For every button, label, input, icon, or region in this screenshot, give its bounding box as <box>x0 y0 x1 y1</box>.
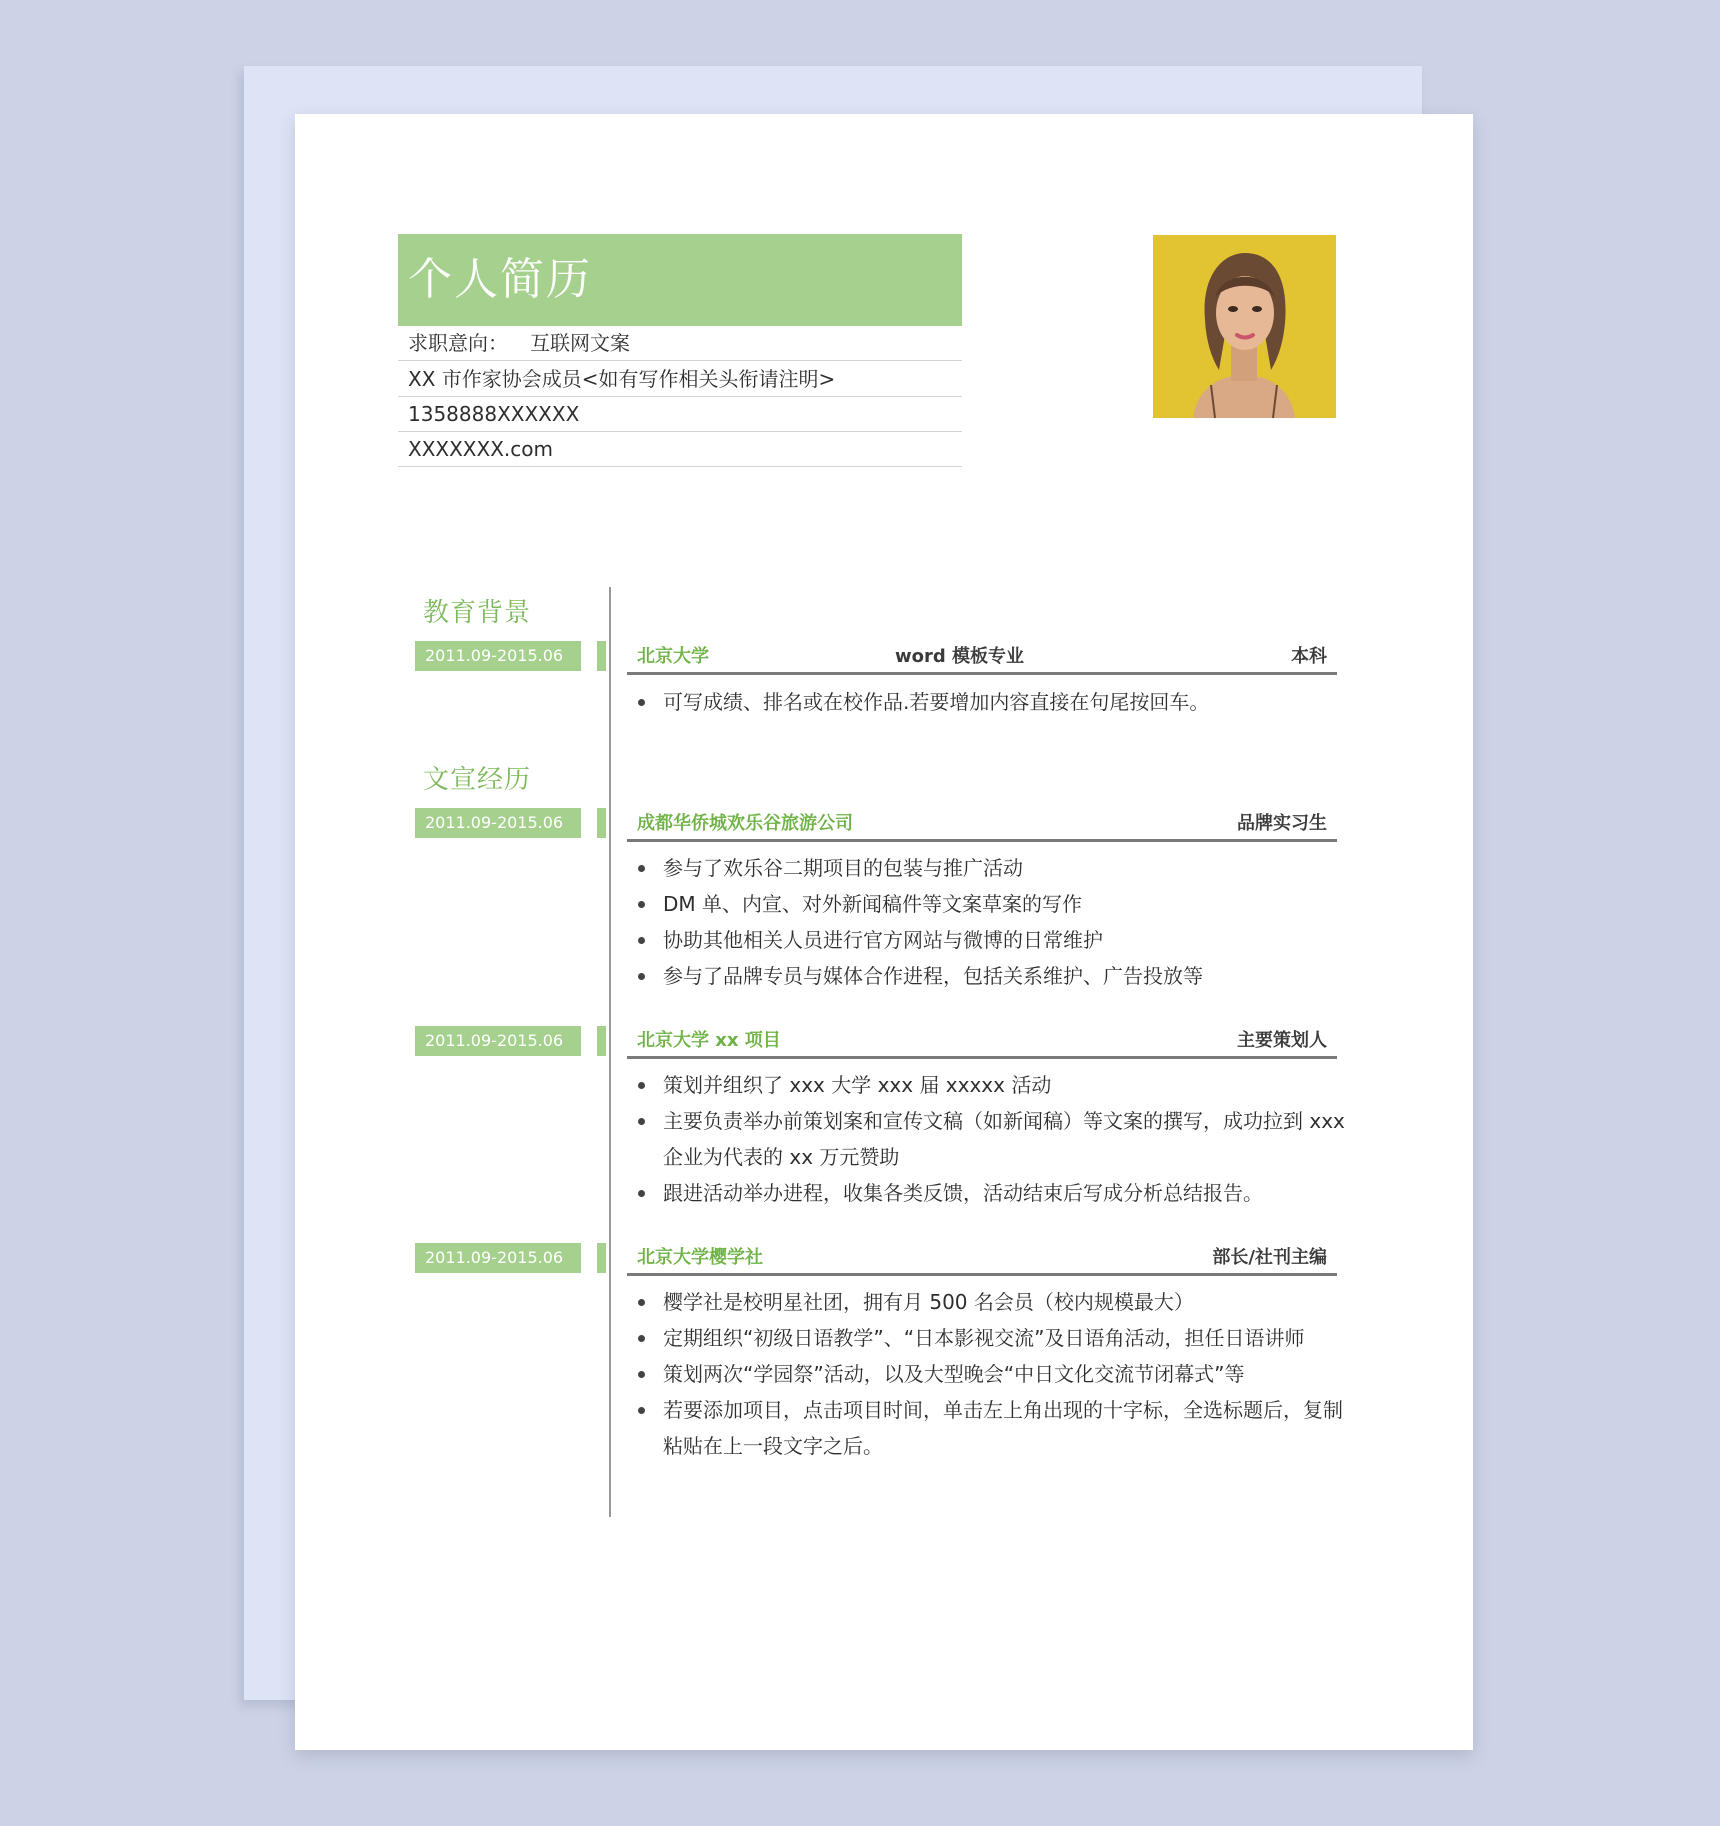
association-text: XX 市作家协会成员<如有写作相关头衔请注明> <box>408 367 836 391</box>
education-bullets <box>633 684 1353 720</box>
organization-name: 北京大学樱学社 <box>637 1247 763 1268</box>
role-name: 品牌实习生 <box>1237 813 1327 834</box>
job-intent-row <box>398 326 962 361</box>
phone-row <box>398 397 962 432</box>
resume-title: 个人简历 <box>408 254 592 305</box>
timeline-marker <box>597 1026 606 1056</box>
list-item: DM 单、内宣、对外新闻稿件等文案草案的写作 <box>633 886 1353 922</box>
association-row <box>398 362 962 397</box>
experience-date: 2011.09-2015.06 <box>415 808 581 838</box>
experience-header <box>627 809 1337 842</box>
list-item: 跟进活动举办进程，收集各类反馈，活动结束后写成分析总结报告。 <box>633 1175 1353 1211</box>
experience-bullets <box>633 1284 1353 1464</box>
resume-page <box>295 114 1473 1750</box>
experience-bullets <box>633 850 1353 994</box>
title-banner <box>398 234 962 326</box>
experience-date: 2011.09-2015.06 <box>415 1243 581 1273</box>
experience-header <box>627 1243 1337 1276</box>
experience-date: 2011.09-2015.06 <box>415 1026 581 1056</box>
experience-section-title: 文宣经历 <box>423 765 532 795</box>
education-date: 2011.09-2015.06 <box>415 641 581 671</box>
list-item: 定期组织“初级日语教学”、“日本影视交流”及日语角活动，担任日语讲师 <box>633 1320 1353 1356</box>
role-name: 主要策划人 <box>1237 1030 1327 1051</box>
list-item: 参与了品牌专员与媒体合作进程，包括关系维护、广告投放等 <box>633 958 1353 994</box>
profile-photo <box>1153 235 1336 418</box>
experience-bullets <box>633 1067 1353 1211</box>
major-name: word 模板专业 <box>895 646 1025 667</box>
website-text: XXXXXXX.com <box>408 437 553 461</box>
phone-text: 1358888XXXXXX <box>408 402 580 426</box>
education-section-title: 教育背景 <box>423 598 532 628</box>
school-name: 北京大学 <box>637 646 709 667</box>
timeline-marker <box>597 808 606 838</box>
list-item: 樱学社是校明星社团，拥有月 500 名会员（校内规模最大） <box>633 1284 1353 1320</box>
job-intent-value: 互联网文案 <box>530 331 630 355</box>
degree-name: 本科 <box>1291 646 1327 667</box>
job-intent-label: 求职意向： <box>408 331 508 355</box>
timeline-marker <box>597 641 606 671</box>
list-item: 协助其他相关人员进行官方网站与微博的日常维护 <box>633 922 1353 958</box>
experience-header <box>627 1026 1337 1059</box>
list-item: 策划并组织了 xxx 大学 xxx 届 xxxxx 活动 <box>633 1067 1353 1103</box>
timeline-marker <box>597 1243 606 1273</box>
list-item: 可写成绩、排名或在校作品.若要增加内容直接在句尾按回车。 <box>633 684 1353 720</box>
website-row <box>398 432 962 467</box>
organization-name: 成都华侨城欢乐谷旅游公司 <box>637 813 853 834</box>
timeline-divider <box>609 587 611 1517</box>
portrait-illustration <box>1153 235 1336 418</box>
role-name: 部长/社刊主编 <box>1212 1247 1327 1268</box>
list-item: 策划两次“学园祭”活动，以及大型晚会“中日文化交流节闭幕式”等 <box>633 1356 1353 1392</box>
list-item: 参与了欢乐谷二期项目的包装与推广活动 <box>633 850 1353 886</box>
list-item: 主要负责举办前策划案和宣传文稿（如新闻稿）等文案的撰写，成功拉到 xxx 企业为代表的 xx 万元赞助 <box>633 1103 1353 1175</box>
education-header <box>627 642 1337 675</box>
list-item: 若要添加项目，点击项目时间，单击左上角出现的十字标，全选标题后，复制粘贴在上一段文字之后。 <box>633 1392 1353 1464</box>
organization-name: 北京大学 xx 项目 <box>637 1030 781 1051</box>
